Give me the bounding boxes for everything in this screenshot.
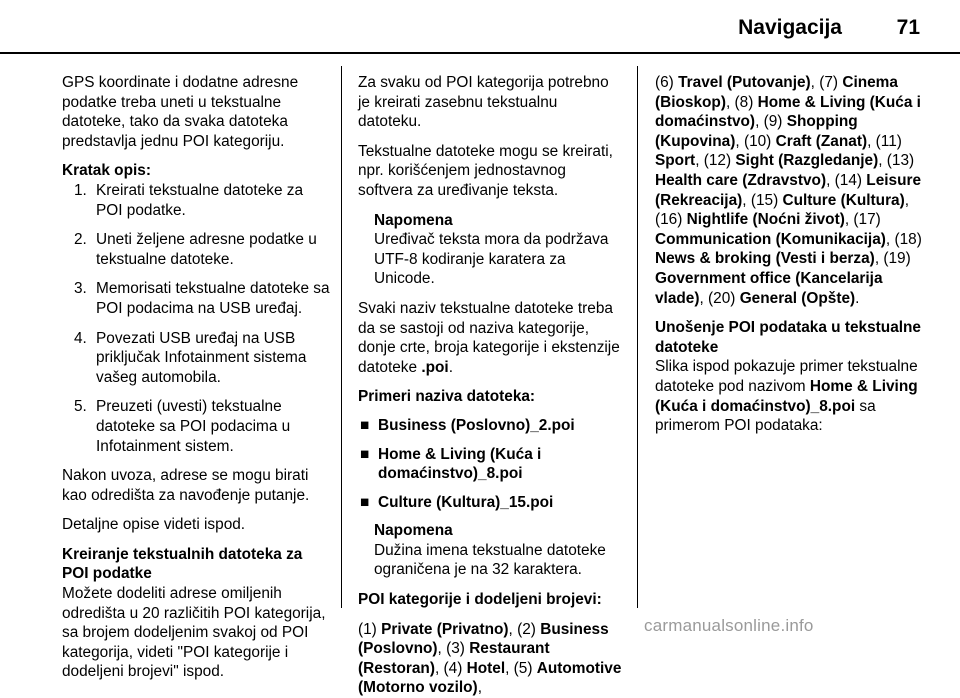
example-filename: Home & Living (Kuća i domaćinstvo)_8.poi [378,445,542,483]
examples-list [358,416,624,512]
summary-heading: Kratak opis: [62,162,151,180]
category-name: Shopping (Kupovina) [655,113,858,150]
column-divider [637,66,638,608]
category-number: (11) [875,132,902,150]
watermark: carmanualsonline.info [644,616,814,635]
step-number: 4. [74,329,87,347]
example-filename: Culture (Kultura)_15.poi [378,493,554,511]
entry-text: Slika ispod pokazuje primer tekstualne datoteke pod nazivom [655,358,918,395]
category-number: (15) [750,191,783,209]
category-name: Culture (Kultura) [782,191,905,209]
category-number: (10) [743,132,776,150]
after-import-paragraph: Nakon uvoza, adrese se mogu birati kao odredišta za navođenje putanje. [62,467,310,504]
step-item [62,279,330,318]
category-name: Government office (Kancelarija vlade) [655,269,883,307]
step-text: Preuzeti (uvesti) tekstualne datoteke sa POI podacima u Infotainment sistem. [96,398,291,455]
note-text: Dužina imena tekstualne datoteke ograničena je na 32 karaktera. [374,541,606,579]
steps-list [62,181,330,456]
category-name: Business (Poslovno) [358,620,609,658]
category-number: (3) [446,640,470,658]
step-item [62,397,330,456]
note-text: Uređivač teksta mora da podržava UTF-8 kodiranje karatera za Unicode. [374,231,609,288]
category-name: Hotel [466,659,506,677]
poi-extension: .poi [421,358,449,376]
per-category-paragraph: Za svaku od POI kategorija potrebno je kreirati zasebnu tekstualnu datoteku. [358,74,609,131]
column-3 [655,73,925,446]
page-number: 71 [896,16,920,39]
details-paragraph: Detaljne opise videti ispod. [62,516,246,534]
category-number: (8) [734,93,758,111]
category-name: Travel (Putovanje) [678,74,811,91]
column-divider [341,66,342,608]
category-name: Private (Privatno) [381,620,509,638]
categories-list-part-1: (1) Private (Privatno), (2) Business (Poslovno), (3) Restaurant (Restoran), (4) Hotel, (5) Automotive (Motorno vozilo), [358,620,622,697]
square-bullet-icon: ■ [360,493,370,511]
note-title: Napomena [374,211,453,229]
category-name: News & broking (Vesti i berza) [655,250,875,268]
entry-heading: Unošenje POI podataka u tekstualne datoteke [655,319,921,356]
naming-paragraph [358,299,624,377]
create-paragraph: Možete dodeliti adrese omiljenih odredišta u 20 različitih POI kategorija, sa brojem dodeljenim svakoj od POI kategorija, videti "POI kategorije i dodeljeni brojevi" ispod. [62,585,326,681]
category-number: (1) [358,620,382,638]
category-number: (13) [886,152,915,170]
category-number: (18) [894,230,922,248]
page-header [0,0,960,52]
square-bullet-icon: ■ [360,445,370,463]
note-box [358,521,624,580]
entry-paragraph [655,357,925,435]
category-number: (7) [819,74,843,91]
intro-paragraph: GPS koordinate i dodatne adresne podatke treba uneti u tekstualne datoteke, tako da svaka datoteka predstavlja jednu POI kategoriju. [62,74,299,150]
example-item [358,445,624,484]
column-2 [358,73,624,698]
categories-heading: POI kategorije i dodeljeni brojevi: [358,591,602,609]
create-heading: Kreiranje tekstualnih datoteka za POI podatke [62,545,303,583]
step-number: 1. [74,181,87,199]
category-number: (20) [708,289,740,307]
category-name: Craft (Zanat) [775,132,868,150]
naming-end: . [448,358,453,376]
category-number: (5) [513,659,537,677]
example-filename: Business (Poslovno)_2.poi [378,416,575,434]
category-name: Home & Living (Kuća i domaćinstvo) [655,93,921,131]
square-bullet-icon: ■ [360,416,370,434]
step-number: 5. [74,398,87,416]
step-number: 2. [74,231,87,249]
header-rule [0,52,960,54]
category-name: Cinema (Bioskop) [655,74,898,111]
note-title: Napomena [374,522,453,540]
entry-filename: Home & Living (Kuća i domaćinstvo)_8.poi [655,377,918,415]
category-number: (6) [655,74,679,91]
category-name: Sport [655,152,696,170]
example-item [358,416,624,436]
examples-heading: Primeri naziva datoteka: [358,388,536,406]
category-number: (2) [517,620,541,638]
category-name: Nightlife (Noćni život) [686,211,845,229]
category-number: (19) [883,250,911,268]
category-number: (4) [443,659,467,677]
category-number: (12) [703,152,736,170]
category-number: (9) [763,113,787,131]
category-name: Leisure (Rekreacija) [655,171,922,209]
step-item [62,230,330,269]
naming-text: Svaki naziv tekstualne datoteke treba da se sastoji od naziva kategorije, donje crte, broja kategorije i ekstenzije datoteke [358,299,620,376]
category-name: General (Opšte) [739,289,856,307]
category-name: Health care (Zdravstvo) [655,171,827,189]
category-number: (14) [834,171,867,189]
note-box [358,211,624,289]
categories-list-part-2: (6) Travel (Putovanje), (7) Cinema (Bioskop), (8) Home & Living (Kuća i domaćinstvo), (9) Shopping (Kupovina), (10) Craft (Zanat), (11) Sport, (12) Sight (Razgledanje), (13) Health care (Zdravstvo), (14) Leisure (Rekreacija), (15) Culture (Kultura), (16) Nightlife (Noćni život), (17) Communication (Komunikacija), (18) News & broking (Vesti i berza), (19) Government office (Kancelarija vlade), (20) General (Opšte). [655,74,922,307]
example-item [358,493,624,513]
step-item [62,329,330,388]
step-text: Kreirati tekstualne datoteke za POI podatke. [96,181,304,219]
step-item [62,181,330,220]
entry-text-end: sa primerom POI podataka: [655,397,876,435]
column-1 [62,73,330,692]
step-text: Memorisati tekstualne datoteke sa POI podacima na USB uređaj. [96,280,330,317]
category-name: Automotive (Motorno vozilo) [358,659,622,697]
step-number: 3. [74,280,87,298]
category-name: Communication (Komunikacija) [655,230,886,248]
category-number: (17) [853,211,881,229]
editor-paragraph: Tekstualne datoteke mogu se kreirati, npr. korišćenjem jednostavnog softvera za uređivanje teksta. [358,142,613,199]
category-name: Sight (Razgledanje) [735,152,879,170]
step-text: Uneti željene adresne podatke u tekstualne datoteke. [96,231,317,268]
section-title: Navigacija [738,16,842,39]
category-number: (16) [655,211,687,229]
category-name: Restaurant (Restoran) [358,640,550,677]
step-text: Povezati USB uređaj na USB priključak Infotainment sistema vašeg automobila. [96,329,307,386]
